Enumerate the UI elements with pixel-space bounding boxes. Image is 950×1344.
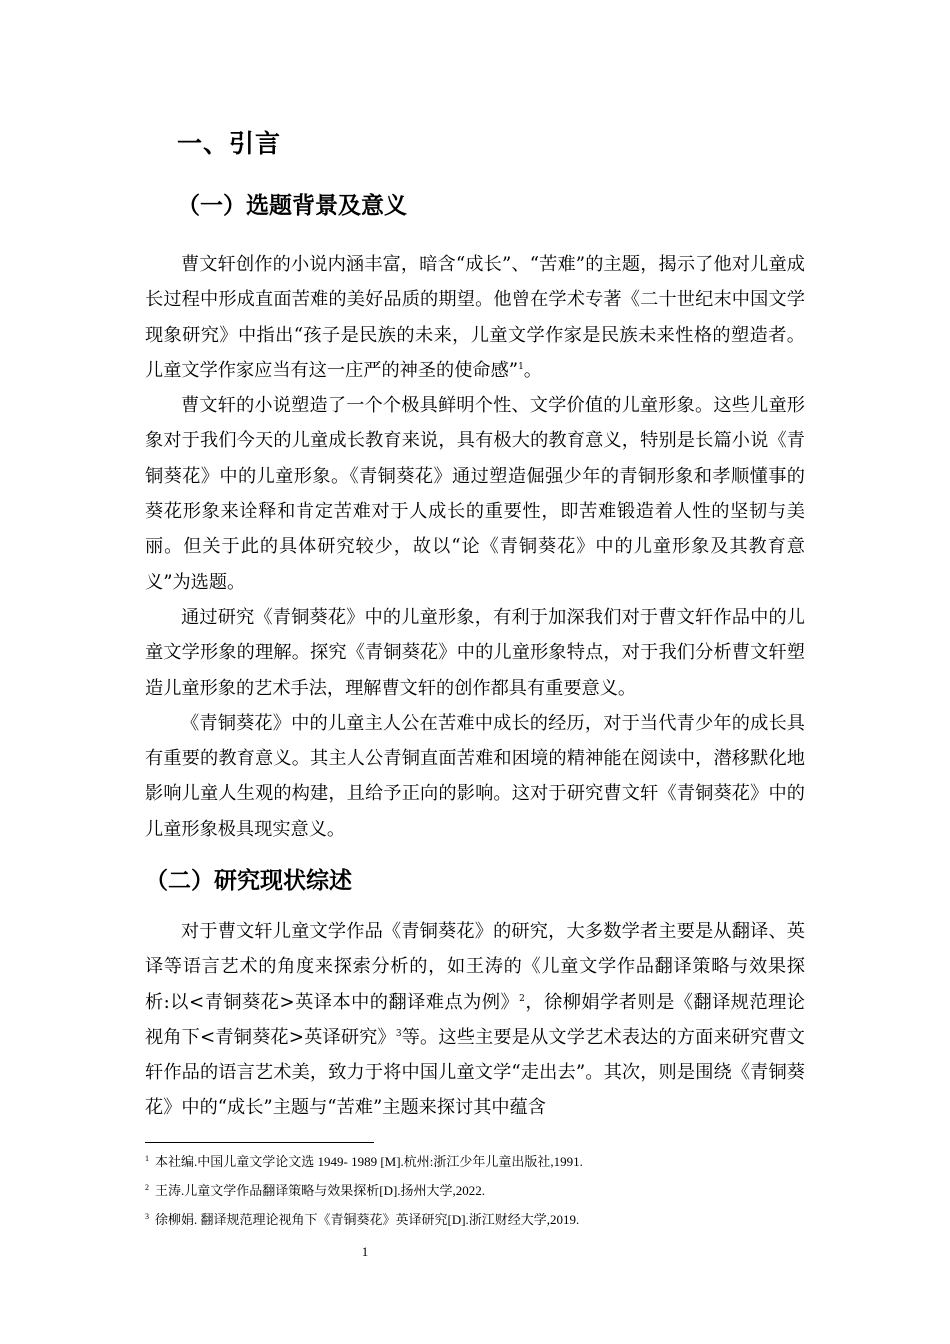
footnotes (145, 1152, 825, 1239)
paragraph: 通过研究《青铜葵花》中的儿童形象，有利于加深我们对于曹文轩作品中的儿童文学形象的理解。探究《青铜葵花》中的儿童形象特点，对于我们分析曹文轩塑造儿童形象的艺术手法，理解曹文轩的创作都具有重要意义。 (145, 606, 805, 699)
footnote-separator (145, 1142, 374, 1143)
footnote-text: 王涛.儿童文学作品翻译策略与效果探析[D].扬州大学,2022. (155, 1183, 486, 1198)
section-heading-background: （一）选题背景及意义 (177, 193, 407, 219)
paragraph (145, 247, 805, 388)
footnote-ref: 3 (395, 1028, 402, 1039)
footnote (145, 1210, 825, 1239)
page-number: 1 (361, 1244, 369, 1259)
footnote (145, 1181, 825, 1210)
footnote-number: 1 (145, 1153, 149, 1163)
footnote (145, 1152, 825, 1181)
footnote-number: 2 (145, 1182, 149, 1192)
paragraph-text: 对于曹文轩儿童文学作品《青铜葵花》的研究，大多数学者主要是从翻译、英译等语言艺术的角度来探索分析的，如王涛的《儿童文学作品翻译策略与效果探析:以<青铜葵花>英译本中的翻译难点为例》 (145, 921, 805, 1013)
paragraph-text: 曹文轩创作的小说内涵丰富，暗含“成长”、“苦难”的主题，揭示了他对儿童成长过程中形成直面苦难的美好品质的期望。他曾在学术专著《二十世纪末中国文学现象研究》中指出“孩子是民族的未来，儿童文学作家是民族未来性格的塑造者。儿童文学作家应当有这一庄严的神圣的使命感” (145, 254, 805, 381)
section-body-background (145, 247, 805, 847)
paragraph (145, 914, 805, 1126)
paragraph-text: ，徐柳娟学者则是《翻译规范理论视角下<青铜葵花>英译研究》 (145, 991, 805, 1048)
footnote-number: 3 (145, 1211, 149, 1221)
footnote-text: 徐柳娟. 翻译规范理论视角下《青铜葵花》英译研究[D].浙江财经大学,2019. (155, 1212, 580, 1227)
section-heading-review: （二）研究现状综述 (145, 868, 352, 894)
footnote-ref: 2 (519, 993, 525, 1004)
footnote-text: 本社编.中国儿童文学论文选 1949- 1989 [M].杭州:浙江少年儿童出版社,1991. (155, 1154, 583, 1169)
footnote-ref: 1 (518, 361, 524, 372)
paragraph: 曹文轩的小说塑造了一个个极具鲜明个性、文学价值的儿童形象。这些儿童形象对于我们今天的儿童成长教育来说，具有极大的教育意义，特别是长篇小说《青铜葵花》中的儿童形象。《青铜葵花》通过塑造倔强少年的青铜形象和孝顺懂事的葵花形象来诠释和肯定苦难对于人成长的重要性，即苦难锻造着人性的坚韧与美丽。但关于此的具体研究较少，故以“论《青铜葵花》中的儿童形象及其教育意义”为选题。 (145, 395, 805, 593)
paragraph: 《青铜葵花》中的儿童主人公在苦难中成长的经历，对于当代青少年的成长具有重要的教育意义。其主人公青铜直面苦难和困境的精神能在阅读中，潜移默化地影响儿童人生观的构建，且给予正向的影响。这对于研究曹文轩《青铜葵花》中的儿童形象极具现实意义。 (145, 712, 805, 840)
section-body-review (145, 914, 805, 1126)
paragraph-text: 等。这些主要是从文学艺术表达的方面来研究曹文轩作品的语言艺术美，致力于将中国儿童文学“走出去”。其次，则是围绕《青铜葵花》中的“成长”主题与“苦难”主题来探讨其中蕴含 (145, 1026, 805, 1119)
paragraph-tail: 。 (523, 359, 542, 381)
chapter-heading: 一、引言 (177, 129, 282, 158)
